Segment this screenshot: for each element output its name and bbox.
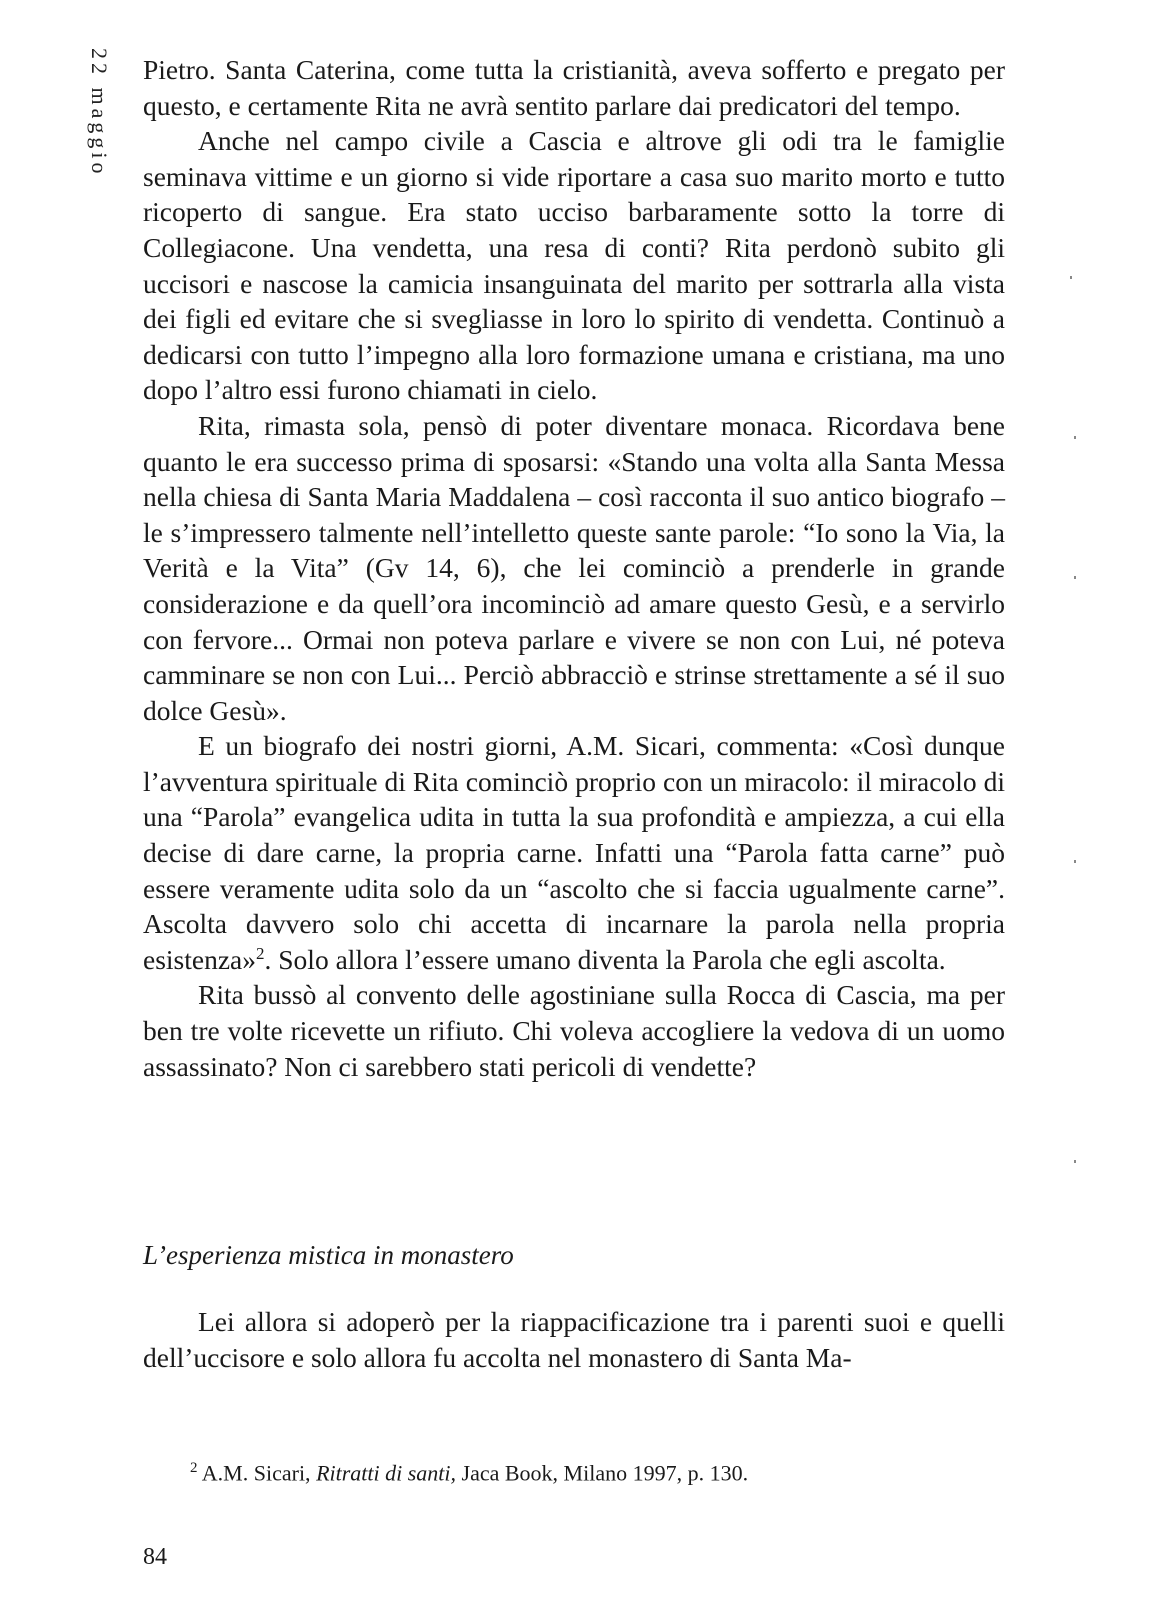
section-title: L’esperienza mistica in monastero — [143, 1240, 514, 1270]
scan-speck — [1074, 860, 1076, 863]
section-text — [143, 1304, 1005, 1375]
footnote — [190, 1460, 748, 1486]
scan-speck — [1074, 436, 1076, 439]
section-paragraph: Lei allora si adoperò per la riappacificazione tra i parenti suoi e quelli dell’uccisore e solo allora fu accolta nel monastero di Santa Ma- — [143, 1306, 1005, 1373]
page-number: 84 — [143, 1544, 167, 1570]
paragraph-4 — [143, 728, 1005, 977]
paragraph-4-text: E un biografo dei nostri giorni, A.M. Sicari, commenta: «Così dunque l’avventura spirituale di Rita cominciò proprio con un miracolo: il miracolo di una “Parola” evangelica udita in tutta la sua profondità e ampiezza, a cui ella decise di dare carne, la propria carne. Infatti una “Parola fatta carne” può essere veramente udita solo da un “ascolto che si faccia ugualmente carne”. Ascolta davvero solo chi accetta di incarnare la parola nella propria esistenza» — [143, 730, 1005, 975]
paragraph-1: Pietro. Santa Caterina, come tutta la cristianità, aveva sofferto e pregato per questo, e certamente Rita ne avrà sentito parlare dai predicatori del tempo. — [143, 54, 1005, 121]
footnote-number: 2 — [190, 1460, 198, 1476]
main-text — [143, 52, 1005, 1084]
footnote-author: A.M. Sicari, — [201, 1460, 311, 1486]
scan-speck — [1074, 576, 1076, 579]
paragraph-3: Rita, rimasta sola, pensò di poter diventare monaca. Ricordava bene quanto le era successo prima di sposarsi: «Stando una volta alla Santa Messa nella chiesa di Santa Maria Maddalena – così racconta il suo antico biografo – le s’impressero talmente nell’intelletto queste sante parole: “Io sono la Via, la Verità e la Vita” (Gv 14, 6), che lei cominciò a prenderle in grande considerazione e da quell’ora incominciò ad amare questo Gesù, e a servirlo con fervore... Ormai non poteva parlare e vivere se non con Lui, né poteva camminare se non con Lui... Perciò abbracciò e strinse strettamente a sé il suo dolce Gesù». — [143, 409, 1005, 726]
footnote-rest: Jaca Book, Milano 1997, p. 130. — [461, 1460, 749, 1486]
footnote-reference: 2 — [256, 943, 265, 963]
scan-speck — [1070, 276, 1072, 279]
footnote-title: Ritratti di santi, — [316, 1460, 457, 1486]
paragraph-2: Anche nel campo civile a Cascia e altrove gli odi tra le famiglie seminava vittime e un giorno si vide riportare a casa suo marito morto e tutto ricoperto di sangue. Era stato ucciso barbaramente sotto la torre di Collegiacone. Una vendetta, una resa di conti? Rita perdonò subito gli uccisori e nascose la camicia insanguinata del marito per sottrarla alla vista dei figli ed evitare che si svegliasse in loro lo spirito di vendetta. Continuò a dedicarsi con tutto l’impegno alla loro formazione umana e cristiana, ma uno dopo l’altro essi furono chiamati in cielo. — [143, 125, 1005, 406]
scan-speck — [1074, 1160, 1076, 1163]
paragraph-4-tail: . Solo allora l’essere umano diventa la Parola che egli ascolta. — [264, 943, 946, 975]
paragraph-5: Rita bussò al convento delle agostiniane sulla Rocca di Cascia, ma per ben tre volte ricevette un rifiuto. Chi voleva accogliere la vedova di un uomo assassinato? Non ci sarebbero stati pericoli di vendette? — [143, 979, 1005, 1082]
running-head: 22 maggio — [87, 48, 112, 178]
